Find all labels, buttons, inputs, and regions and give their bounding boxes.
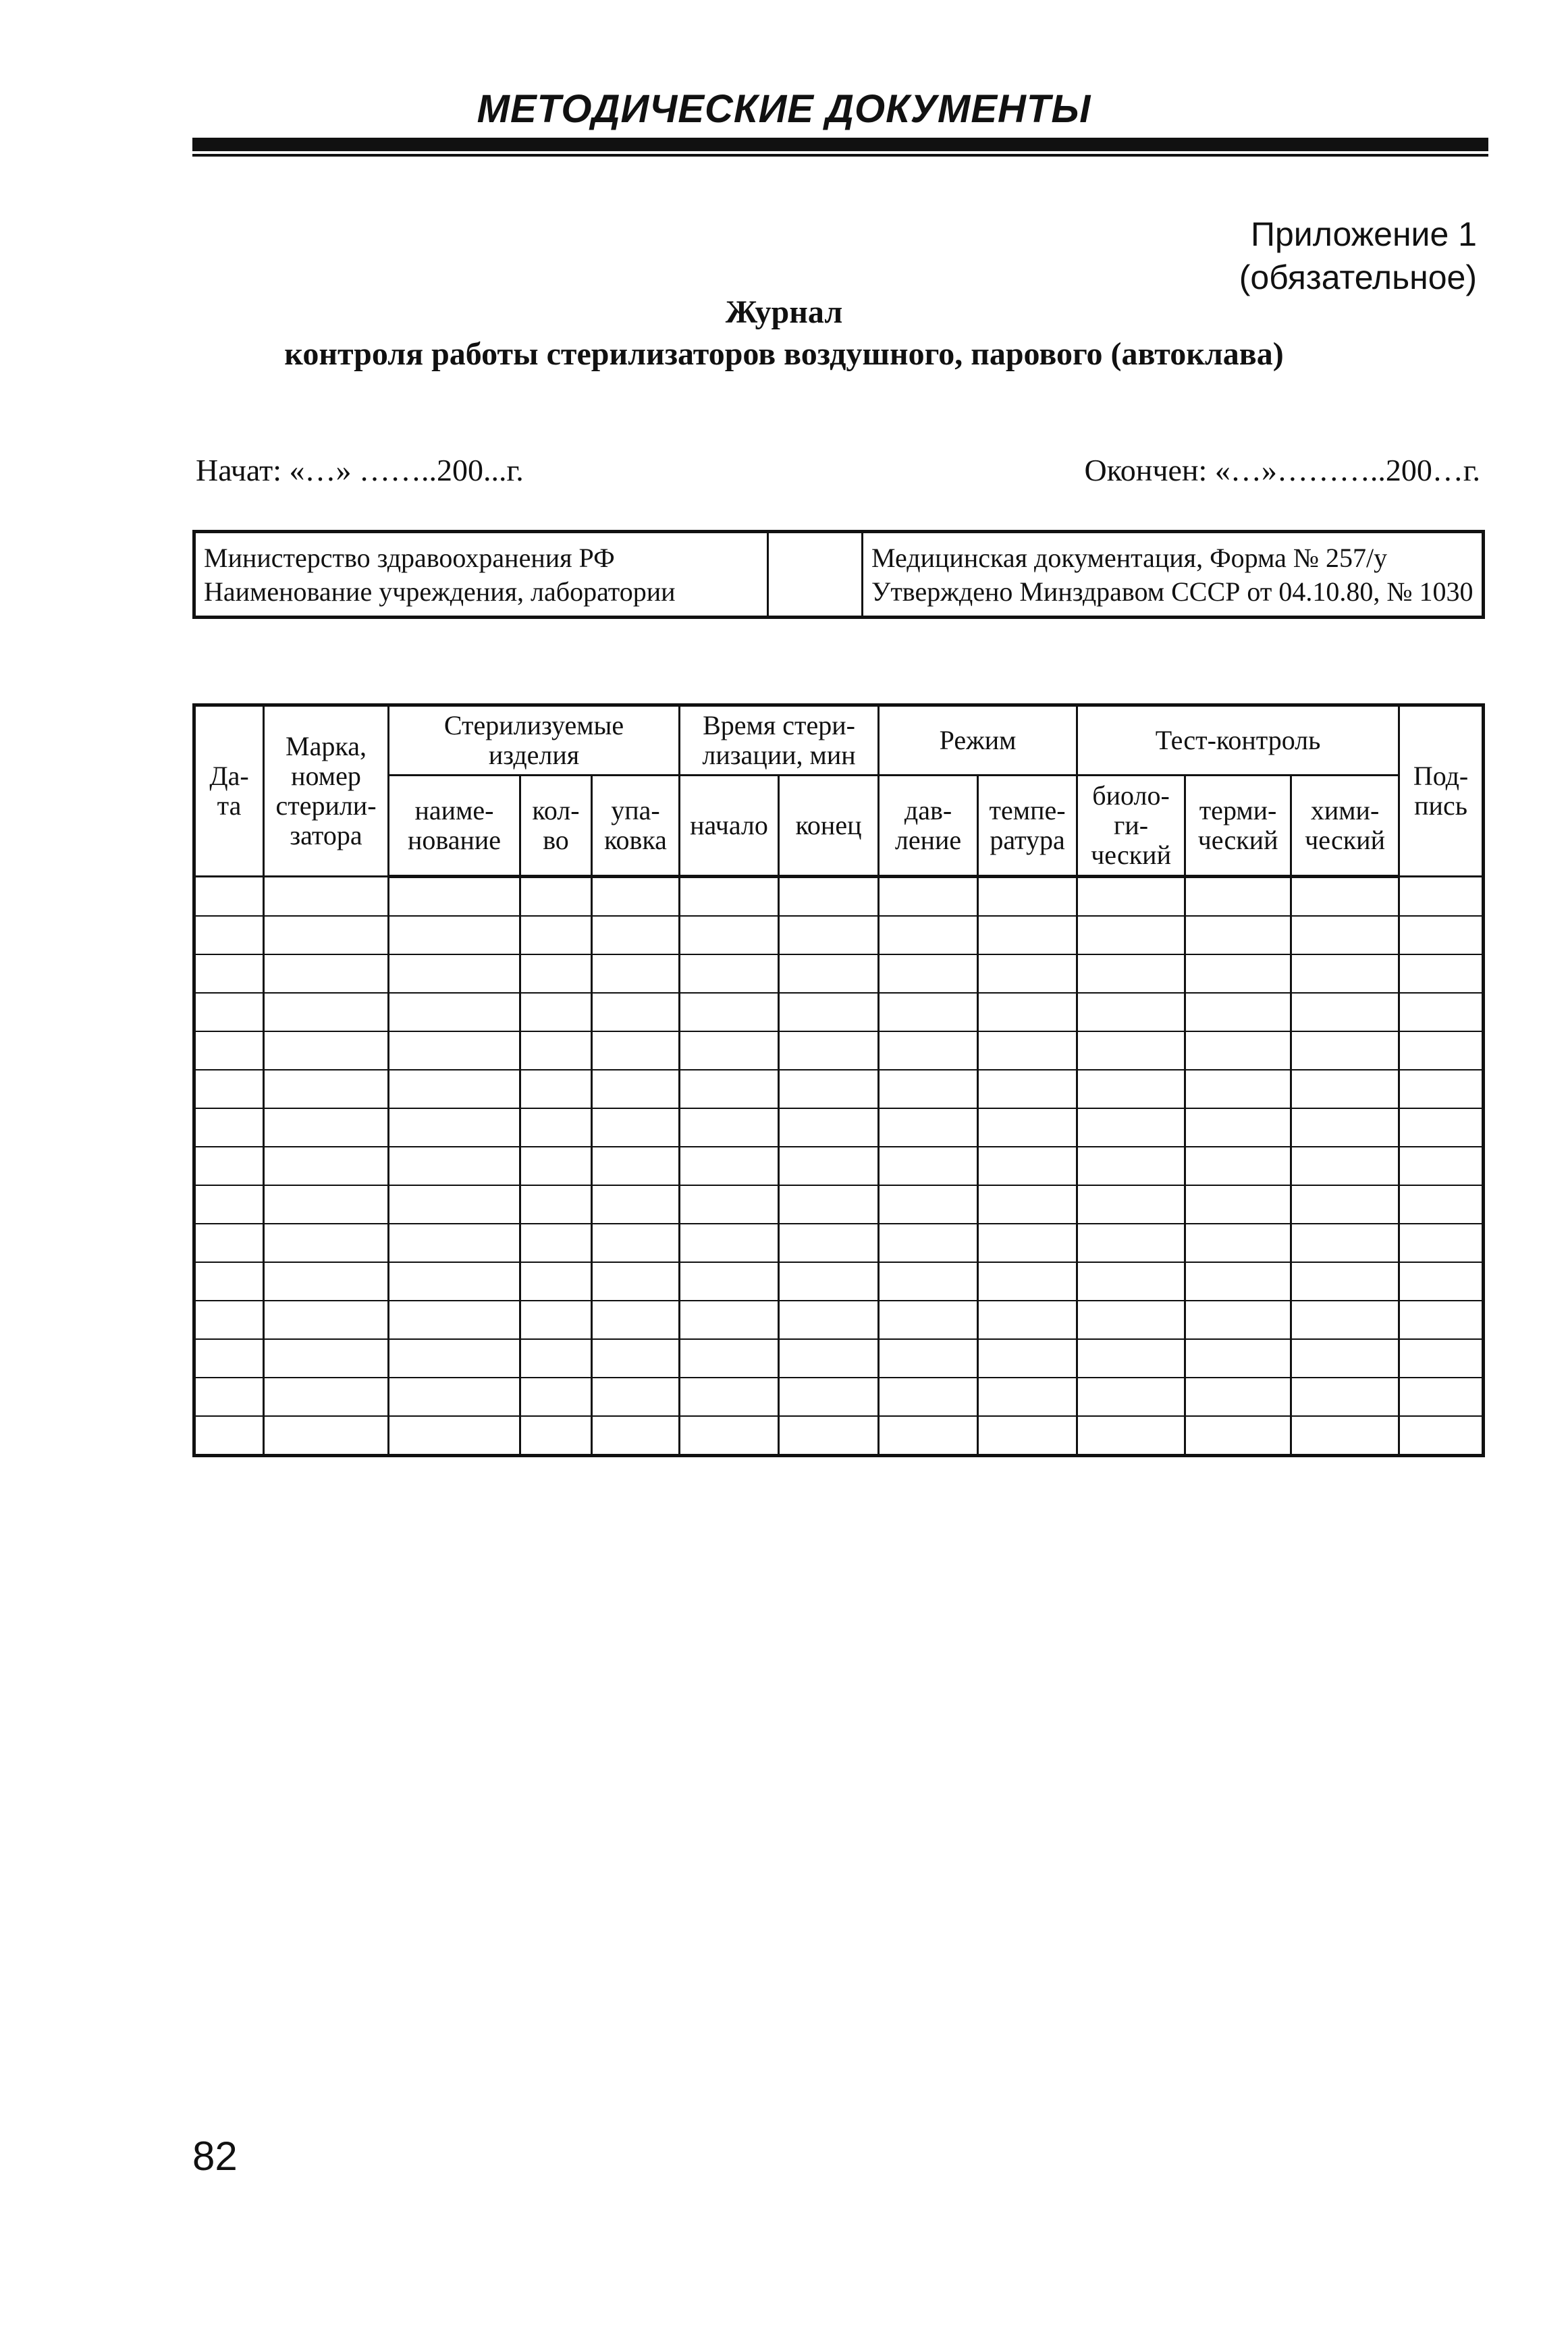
table-cell (520, 1147, 592, 1185)
table-cell (779, 1339, 879, 1378)
table-cell (592, 1185, 680, 1224)
table-cell (879, 1262, 978, 1301)
table-cell (680, 1147, 779, 1185)
table-cell (264, 1378, 389, 1416)
table-cell (1291, 1378, 1399, 1416)
table-cell (1185, 1147, 1291, 1185)
table-cell (520, 1185, 592, 1224)
table-cell (779, 993, 879, 1031)
table-cell (389, 916, 520, 954)
table-cell (520, 1339, 592, 1378)
table-cell (1291, 1108, 1399, 1147)
table-cell (1399, 916, 1484, 954)
table-cell (1185, 1378, 1291, 1416)
table-cell (1399, 1416, 1484, 1456)
group-items: Стерилизуемые изделия (389, 705, 680, 776)
table-cell (520, 1262, 592, 1301)
table-cell (779, 1031, 879, 1070)
table-cell (194, 1070, 264, 1108)
table-row (194, 993, 1484, 1031)
table-cell (779, 1070, 879, 1108)
table-cell (592, 1108, 680, 1147)
table-row (194, 1031, 1484, 1070)
col-start: начало (680, 776, 779, 877)
table-cell (680, 1262, 779, 1301)
table-cell (264, 1031, 389, 1070)
table-cell (194, 954, 264, 993)
appendix-line2: (обязательное) (1239, 259, 1477, 296)
table-cell (779, 877, 879, 917)
col-brand: Марка, номер стерили- затора (264, 705, 389, 877)
info-box (192, 530, 1485, 619)
table-cell (680, 1070, 779, 1108)
table-cell (978, 954, 1077, 993)
table-cell (879, 993, 978, 1031)
table-cell (1399, 1185, 1484, 1224)
table-cell (680, 954, 779, 993)
title-line2: контроля работы стерилизаторов воздушного, парового (автоклава) (284, 336, 1284, 372)
table-cell (264, 877, 389, 917)
table-cell (1291, 1339, 1399, 1378)
table-cell (1291, 916, 1399, 954)
table-cell (592, 1416, 680, 1456)
table-row (194, 1378, 1484, 1416)
table-row (194, 1339, 1484, 1378)
table-cell (1077, 1185, 1185, 1224)
col-chem: хими- ческий (1291, 776, 1399, 877)
table-cell (1399, 1262, 1484, 1301)
running-head: МЕТОДИЧЕСКИЕ ДОКУМЕНТЫ (477, 87, 1091, 131)
col-qty: кол- во (520, 776, 592, 877)
table-cell (978, 1070, 1077, 1108)
table-cell (779, 1185, 879, 1224)
table-cell (680, 1339, 779, 1378)
col-bio: биоло- ги- ческий (1077, 776, 1185, 877)
table-cell (1291, 877, 1399, 917)
table-cell (592, 1031, 680, 1070)
table-cell (1291, 1147, 1399, 1185)
table-cell (1185, 1339, 1291, 1378)
table-cell (194, 1301, 264, 1339)
table-cell (592, 954, 680, 993)
table-cell (389, 954, 520, 993)
table-cell (592, 916, 680, 954)
table-cell (520, 1416, 592, 1456)
table-cell (194, 1147, 264, 1185)
table-cell (264, 1185, 389, 1224)
table-cell (264, 993, 389, 1031)
table-cell (194, 916, 264, 954)
table-cell (1399, 1108, 1484, 1147)
table-cell (1399, 1301, 1484, 1339)
started-date: Начат: «…» ……..200...г. (196, 453, 524, 487)
table-cell (194, 993, 264, 1031)
table-cell (194, 1339, 264, 1378)
journal-table (192, 703, 1485, 1457)
appendix-line1: Приложение 1 (1251, 215, 1477, 253)
table-cell (1077, 1031, 1185, 1070)
info-right (863, 532, 1484, 618)
table-cell (194, 1224, 264, 1262)
institution-label: Наименование учреждения, лаборатории (204, 576, 676, 607)
table-cell (520, 1224, 592, 1262)
table-cell (389, 993, 520, 1031)
table-row (194, 1224, 1484, 1262)
table-cell (264, 1147, 389, 1185)
col-pack: упа- ковка (592, 776, 680, 877)
table-row (194, 1185, 1484, 1224)
table-cell (779, 1147, 879, 1185)
table-cell (879, 1416, 978, 1456)
table-cell (1399, 1031, 1484, 1070)
table-cell (520, 1301, 592, 1339)
table-row (194, 1108, 1484, 1147)
table-cell (1077, 916, 1185, 954)
appendix-label (1239, 213, 1477, 299)
table-cell (779, 1262, 879, 1301)
table-cell (1077, 1108, 1185, 1147)
col-date: Да- та (194, 705, 264, 877)
table-cell (978, 1031, 1077, 1070)
table-cell (1291, 1224, 1399, 1262)
table-cell (779, 1108, 879, 1147)
table-cell (1399, 1224, 1484, 1262)
table-cell (1077, 1416, 1185, 1456)
table-cell (680, 993, 779, 1031)
table-cell (264, 1224, 389, 1262)
table-cell (680, 1301, 779, 1339)
table-cell (779, 1301, 879, 1339)
table-cell (978, 1378, 1077, 1416)
table-cell (779, 1378, 879, 1416)
table-cell (879, 1147, 978, 1185)
table-cell (978, 1416, 1077, 1456)
table-cell (879, 954, 978, 993)
table-cell (1077, 954, 1185, 993)
table-cell (779, 916, 879, 954)
table-cell (879, 877, 978, 917)
table-cell (1185, 993, 1291, 1031)
table-cell (879, 1070, 978, 1108)
table-cell (592, 1301, 680, 1339)
table-cell (520, 993, 592, 1031)
table-row (194, 1301, 1484, 1339)
table-cell (680, 877, 779, 917)
header-rule-thin (192, 154, 1488, 157)
table-cell (264, 954, 389, 993)
table-cell (680, 1378, 779, 1416)
table-cell (779, 954, 879, 993)
table-cell (1291, 1031, 1399, 1070)
approved-label: Утверждено Минздравом СССР от 04.10.80, № 1030 (871, 576, 1474, 607)
table-cell (264, 1339, 389, 1378)
table-cell (1185, 1262, 1291, 1301)
table-cell (592, 877, 680, 917)
info-empty-cell (768, 532, 863, 618)
table-cell (1399, 1070, 1484, 1108)
table-cell (1185, 1301, 1291, 1339)
table-cell (194, 1416, 264, 1456)
table-cell (1077, 1378, 1185, 1416)
table-cell (389, 1339, 520, 1378)
table-cell (389, 1262, 520, 1301)
form-label: Медицинская документация, Форма № 257/у (871, 543, 1388, 573)
table-cell (879, 1378, 978, 1416)
table-cell (389, 1301, 520, 1339)
table-row (194, 1262, 1484, 1301)
col-temp: темпе- ратура (978, 776, 1077, 877)
table-cell (1399, 1147, 1484, 1185)
table-cell (1185, 1108, 1291, 1147)
info-left (194, 532, 768, 618)
table-cell (194, 1031, 264, 1070)
table-cell (194, 1108, 264, 1147)
table-cell (389, 1070, 520, 1108)
table-row (194, 954, 1484, 993)
table-cell (389, 877, 520, 917)
table-cell (1077, 1224, 1185, 1262)
table-cell (1077, 1070, 1185, 1108)
table-cell (389, 1185, 520, 1224)
table-row (194, 1416, 1484, 1456)
table-cell (879, 1185, 978, 1224)
group-time: Время стери- лизации, мин (680, 705, 879, 776)
table-cell (264, 1070, 389, 1108)
document-title (0, 292, 1568, 375)
table-cell (680, 1185, 779, 1224)
table-cell (520, 1108, 592, 1147)
table-row (194, 1147, 1484, 1185)
group-test: Тест-контроль (1077, 705, 1399, 776)
table-row (194, 916, 1484, 954)
col-sign: Под- пись (1399, 705, 1484, 877)
table-cell (520, 916, 592, 954)
table-cell (879, 1108, 978, 1147)
table-cell (389, 1416, 520, 1456)
table-cell (1399, 954, 1484, 993)
table-cell (520, 1070, 592, 1108)
table-cell (520, 1031, 592, 1070)
table-cell (978, 1339, 1077, 1378)
table-cell (592, 993, 680, 1031)
col-pressure: дав- ление (879, 776, 978, 877)
title-line1: Журнал (725, 294, 843, 330)
table-cell (1185, 877, 1291, 917)
table-cell (1291, 1070, 1399, 1108)
table-cell (1399, 877, 1484, 917)
table-cell (1399, 1378, 1484, 1416)
table-cell (1077, 1339, 1185, 1378)
ended-date: Окончен: «…»………..200…г. (1084, 453, 1480, 487)
table-cell (879, 1031, 978, 1070)
table-cell (194, 1262, 264, 1301)
table-cell (592, 1262, 680, 1301)
table-cell (1291, 954, 1399, 993)
col-end: конец (779, 776, 879, 877)
table-cell (680, 916, 779, 954)
table-cell (1185, 1416, 1291, 1456)
table-cell (592, 1339, 680, 1378)
table-cell (1185, 954, 1291, 993)
table-cell (264, 916, 389, 954)
table-cell (680, 1031, 779, 1070)
table-cell (779, 1416, 879, 1456)
table-cell (194, 877, 264, 917)
table-cell (264, 1108, 389, 1147)
table-cell (1185, 1031, 1291, 1070)
table-row (194, 1070, 1484, 1108)
table-cell (1077, 993, 1185, 1031)
table-cell (592, 1378, 680, 1416)
col-thermal: терми- ческий (1185, 776, 1291, 877)
table-cell (520, 954, 592, 993)
table-cell (1185, 1070, 1291, 1108)
table-cell (1185, 1224, 1291, 1262)
table-row (194, 877, 1484, 917)
table-cell (1077, 1301, 1185, 1339)
journal-body (194, 877, 1484, 1456)
table-cell (978, 1147, 1077, 1185)
table-cell (1399, 993, 1484, 1031)
table-cell (978, 1262, 1077, 1301)
table-cell (592, 1224, 680, 1262)
table-cell (389, 1031, 520, 1070)
table-cell (264, 1301, 389, 1339)
table-cell (520, 877, 592, 917)
table-cell (879, 1224, 978, 1262)
table-cell (389, 1378, 520, 1416)
table-cell (1291, 1262, 1399, 1301)
table-cell (978, 877, 1077, 917)
table-cell (389, 1147, 520, 1185)
header-rule (192, 138, 1488, 151)
table-cell (1077, 1147, 1185, 1185)
table-cell (1185, 916, 1291, 954)
table-cell (978, 1224, 1077, 1262)
table-cell (264, 1262, 389, 1301)
table-cell (1291, 1185, 1399, 1224)
group-mode: Режим (879, 705, 1077, 776)
table-cell (1077, 877, 1185, 917)
table-cell (1291, 993, 1399, 1031)
table-cell (1399, 1339, 1484, 1378)
table-cell (680, 1108, 779, 1147)
col-name: наиме- нование (389, 776, 520, 877)
table-cell (680, 1416, 779, 1456)
table-cell (978, 1108, 1077, 1147)
table-cell (1077, 1262, 1185, 1301)
table-cell (978, 916, 1077, 954)
table-cell (592, 1147, 680, 1185)
table-cell (389, 1108, 520, 1147)
ministry-label: Министерство здравоохранения РФ (204, 543, 615, 573)
table-cell (978, 1185, 1077, 1224)
table-cell (1291, 1416, 1399, 1456)
page-number: 82 (192, 2134, 238, 2179)
table-cell (1291, 1301, 1399, 1339)
table-cell (779, 1224, 879, 1262)
table-cell (879, 1339, 978, 1378)
table-cell (879, 916, 978, 954)
table-cell (1185, 1185, 1291, 1224)
table-cell (194, 1378, 264, 1416)
table-cell (592, 1070, 680, 1108)
table-cell (879, 1301, 978, 1339)
table-cell (389, 1224, 520, 1262)
table-cell (978, 1301, 1077, 1339)
table-cell (194, 1185, 264, 1224)
table-cell (978, 993, 1077, 1031)
table-cell (680, 1224, 779, 1262)
table-cell (264, 1416, 389, 1456)
table-cell (520, 1378, 592, 1416)
